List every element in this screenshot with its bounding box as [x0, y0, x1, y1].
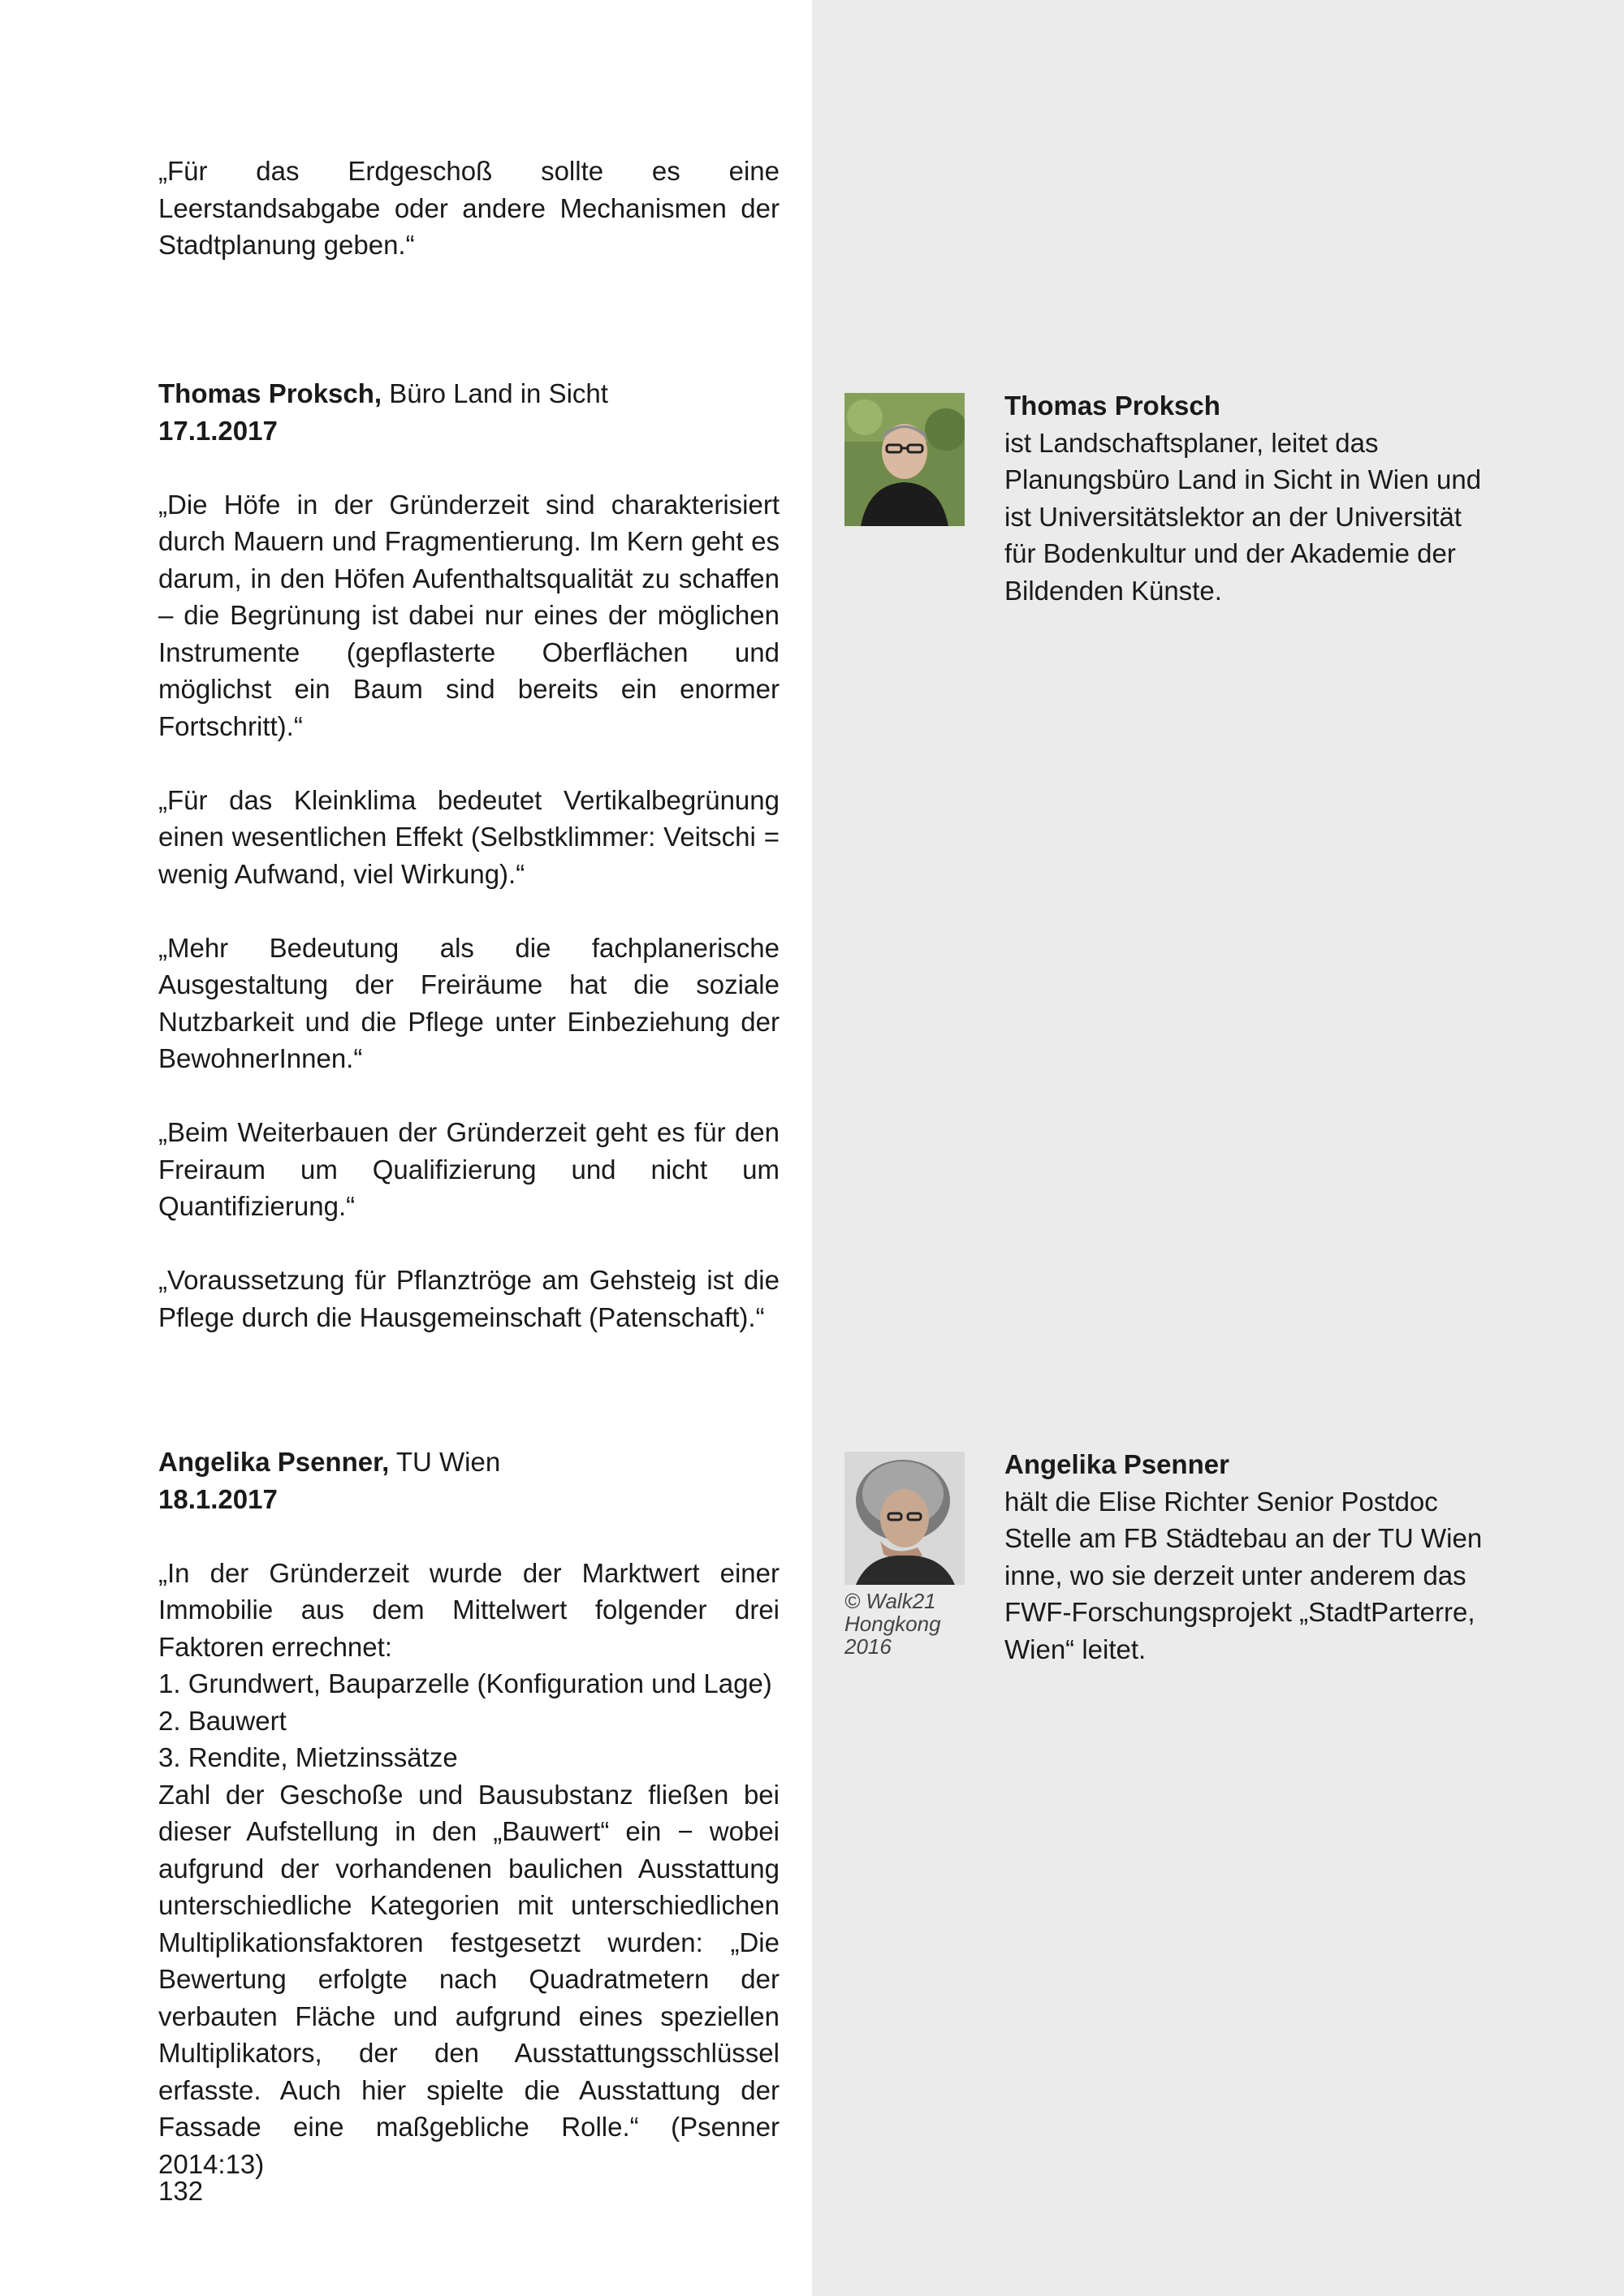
- psenner-list-item-1: 1. Grundwert, Bauparzelle (Konfiguration und Lage): [158, 1668, 772, 1698]
- proksch-bio: [1004, 387, 1492, 609]
- proksch-quote-5: „Voraussetzung für Pflanztröge am Gehsteig ist die Pflege durch die Hausgemeinschaft (Patenschaft).“: [158, 1265, 780, 1332]
- psenner-bio-text: hält die Elise Richter Senior Postdoc Stelle am FB Städtebau an der TU Wien inne, wo sie derzeit unter anderem das FWF-Forschungsprojekt „StadtParterre, Wien“ leitet.: [1004, 1486, 1483, 1664]
- proksch-affiliation: Büro Land in Sicht: [382, 378, 608, 408]
- psenner-name: Angelika Psenner,: [158, 1447, 390, 1477]
- intro-quote-block: [158, 153, 780, 264]
- psenner-affiliation: TU Wien: [389, 1447, 501, 1477]
- proksch-name: Thomas Proksch,: [158, 378, 382, 408]
- proksch-date: 17.1.2017: [158, 415, 278, 446]
- proksch-section: [158, 375, 780, 1336]
- psenner-quote-rest: Zahl der Geschoße und Bausubstanz fließen bei dieser Aufstellung in den „Bauwert“ ein − wobei aufgrund der vorhandenen baulichen Ausstattung unterschiedliche Kategorien mit unterschiedlichen Multiplikationsfaktoren festgesetzt wurden: „Die Bewertung erfolgte nach Quadratmetern der verbauten Fläche und aufgrund eines speziellen Multiplikators, der den Ausstattungsschlüssel erfasste. Auch hier spielte die Ausstattung der Fassade eine maßgebliche Rolle.“ (Psenner 2014:13): [158, 1779, 780, 2179]
- psenner-photo-credit: © Walk21 Hongkong 2016: [844, 1589, 941, 1659]
- psenner-heading: [158, 1444, 780, 1481]
- proksch-quote-3: „Mehr Bedeutung als die fachplanerische Ausgestaltung der Freiräume hat die soziale Nutzbarkeit und die Pflege unter Einbeziehung der BewohnerInnen.“: [158, 932, 780, 1073]
- proksch-quote-1: „Die Höfe in der Gründerzeit sind charakterisiert durch Mauern und Fragmentierung. Im Kern geht es darum, in den Höfen Aufenthaltsqualität zu schaffen – die Begrünung ist dabei nur eines der möglichen Instrumente (gepflasterte Oberflächen und möglichst ein Baum sind bereits ein enormer Fortschritt).“: [158, 489, 780, 741]
- psenner-photo: [844, 1452, 965, 1585]
- psenner-bio-name: Angelika Psenner: [1004, 1449, 1229, 1479]
- proksch-bio-name: Thomas Proksch: [1004, 391, 1220, 421]
- psenner-quote-intro: „In der Gründerzeit wurde der Marktwert einer Immobilie aus dem Mittelwert folgender drei Faktoren errechnet:: [158, 1557, 780, 1662]
- proksch-bio-text: ist Landschaftsplaner, leitet das Planungsbüro Land in Sicht in Wien und ist Universitätslektor an der Universität für Bodenkultur und der Akademie der Bildenden Künste.: [1004, 427, 1482, 606]
- proksch-quote-2: „Für das Kleinklima bedeutet Vertikalbegrünung einen wesentlichen Effekt (Selbstklimmer: Veitschi = wenig Aufwand, viel Wirkung).“: [158, 784, 780, 889]
- psenner-bio: [1004, 1446, 1492, 1668]
- psenner-list-item-2: 2. Bauwert: [158, 1705, 287, 1736]
- proksch-heading: [158, 375, 780, 412]
- psenner-list-item-3: 3. Rendite, Mietzinssätze: [158, 1742, 458, 1772]
- sidebar-background: [812, 0, 1624, 2296]
- page-number: 132: [158, 2176, 204, 2206]
- intro-quote: „Für das Erdgeschoß sollte es eine Leerstandsabgabe oder andere Mechanismen der Stadtplanung geben.“: [158, 156, 780, 260]
- proksch-quote-4: „Beim Weiterbauen der Gründerzeit geht es für den Freiraum um Qualifizierung und nicht um Quantifizierung.“: [158, 1117, 780, 1221]
- proksch-photo: [844, 393, 965, 526]
- psenner-section: [158, 1444, 780, 2182]
- psenner-date: 18.1.2017: [158, 1483, 278, 1514]
